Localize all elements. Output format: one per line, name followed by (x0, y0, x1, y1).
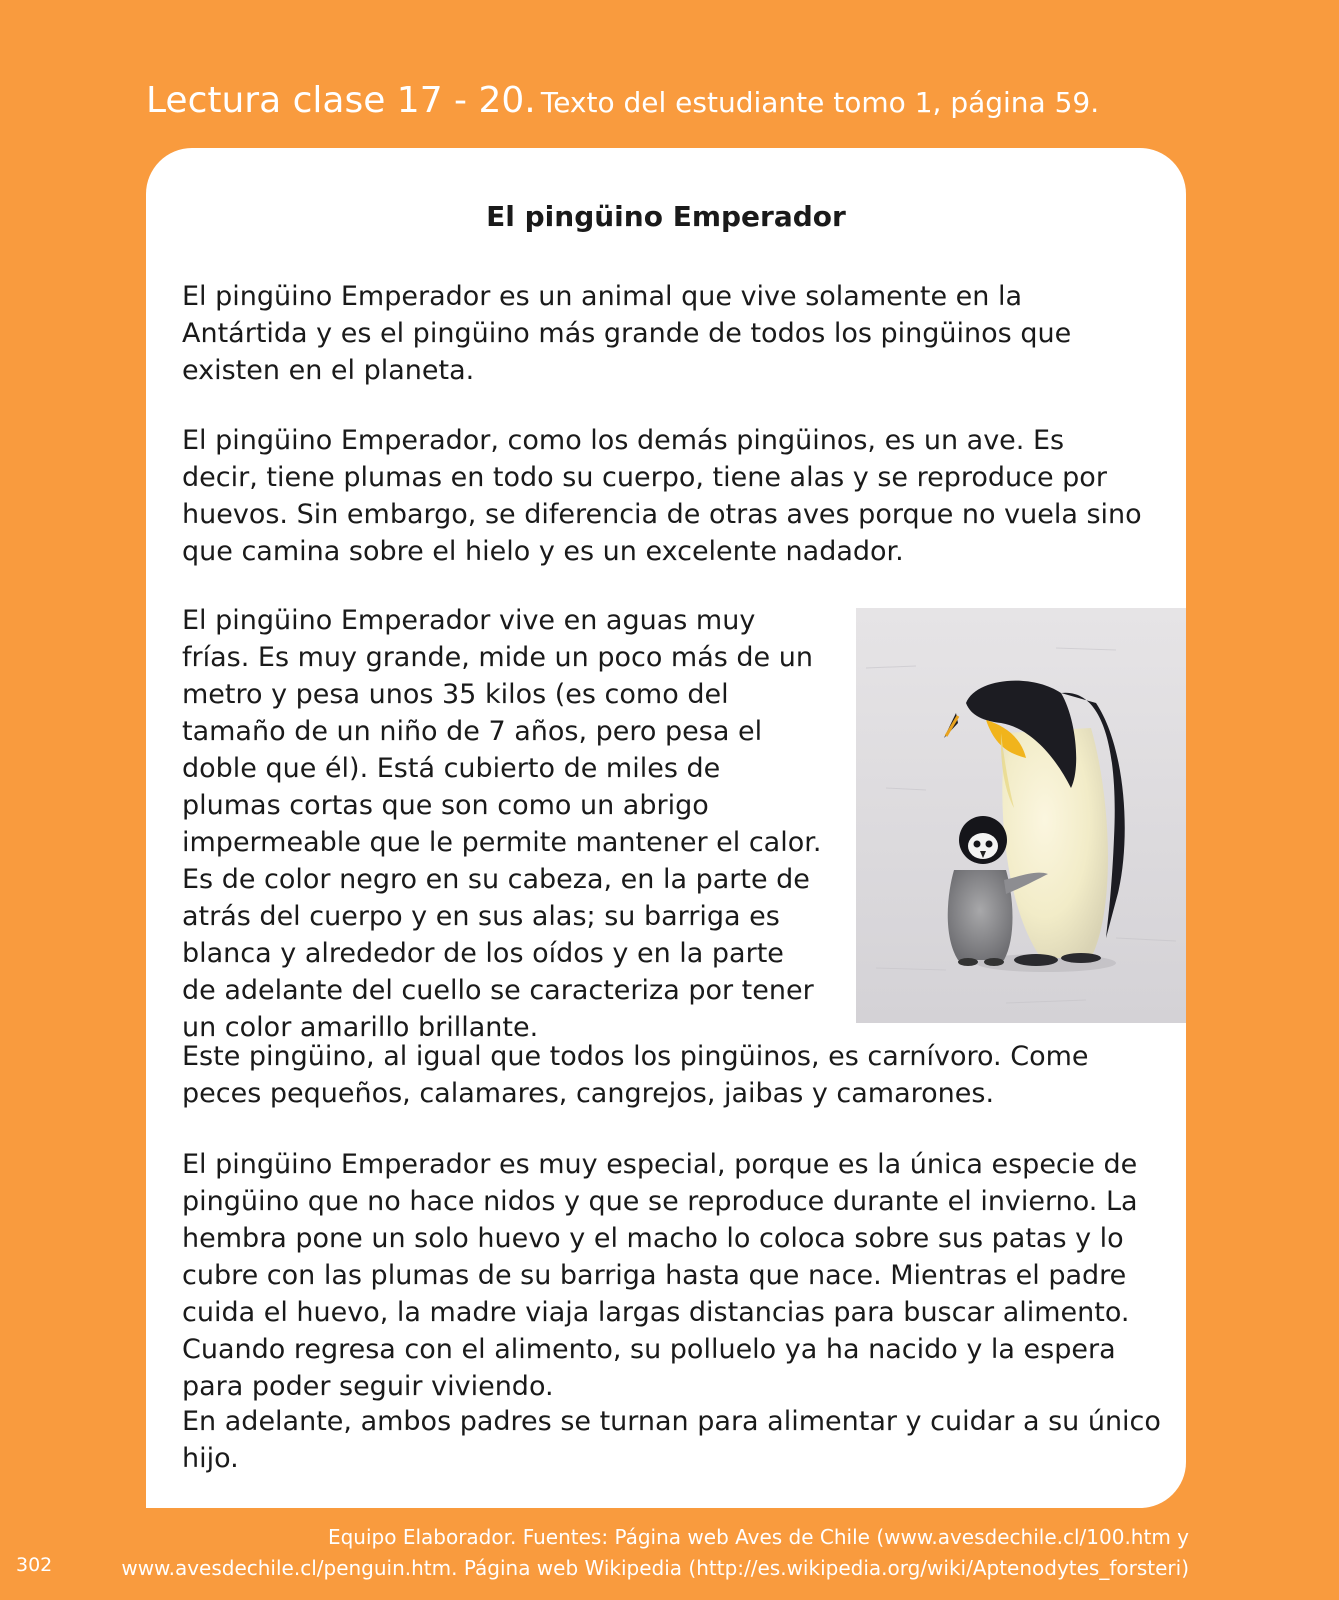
article-title: El pingüino Emperador (486, 200, 846, 233)
textbook-reference: Texto del estudiante tomo 1, página 59. (540, 86, 1100, 119)
reading-card (146, 148, 1186, 1508)
sources-credit (121, 1522, 1189, 1584)
lesson-label: Lectura clase 17 - 20. (146, 80, 536, 121)
paragraph-2: El pingüino Emperador, como los demás pingüinos, es un ave. Es decir, tiene plumas en todo su cuerpo, tiene alas y se reproduce por huevos. Sin embargo, se diferencia de otras aves porque no vuela sino que camina sobre el hielo y es un excelente nadador. (182, 425, 1142, 567)
paragraph-3: El pingüino Emperador vive en aguas muy frías. Es muy grande, mide un poco más de un metro y pesa unos 35 kilos (es como del tamaño de un niño de 7 años, pero pesa el doble que él). Está cubierto de miles de plumas cortas que son como un abrigo impermeable que le permite mantener el calor. Es de color negro en su cabeza, en la parte de atrás del cuerpo y en sus alas; su barriga es blanca y alrededor de los oídos y en la parte de adelante del cuello se caracteriza por tener un color amarillo brillante. (182, 605, 822, 1043)
paragraph-6: En adelante, ambos padres se turnan para alimentar y cuidar a su único hijo. (182, 1406, 1161, 1474)
penguin-photo (856, 608, 1186, 1023)
paragraph-5: El pingüino Emperador es muy especial, porque es la única especie de pingüino que no hace nidos y que se reproduce durante el invierno. La hembra pone un solo huevo y el macho lo coloca sobre sus patas y lo cubre con las plumas de su barriga hasta que nace. Mientras el padre cuida el huevo, la madre viaja largas distancias para buscar alimento. Cuando regresa con el alimento, su polluelo ya ha nacido y la espera para poder seguir viviendo. (182, 1149, 1138, 1402)
paragraph-1: El pingüino Emperador es un animal que vive solamente en la Antártida y es el pingüino más grande de todos los pingüinos que existen en el planeta. (182, 281, 1072, 386)
sources-line-1: Equipo Elaborador. Fuentes: Página web Aves de Chile (www.avesdechile.cl/100.htm y (327, 1525, 1189, 1549)
page-heading (146, 80, 1099, 121)
sources-line-2: www.avesdechile.cl/penguin.htm. Página web Wikipedia (http://es.wikipedia.org/wiki/Aptenodytes_forsteri) (121, 1556, 1189, 1580)
paragraph-4: Este pingüino, al igual que todos los pingüinos, es carnívoro. Come peces pequeños, calamares, cangrejos, jaibas y camarones. (182, 1041, 1089, 1109)
page-number: 302 (16, 1554, 53, 1576)
